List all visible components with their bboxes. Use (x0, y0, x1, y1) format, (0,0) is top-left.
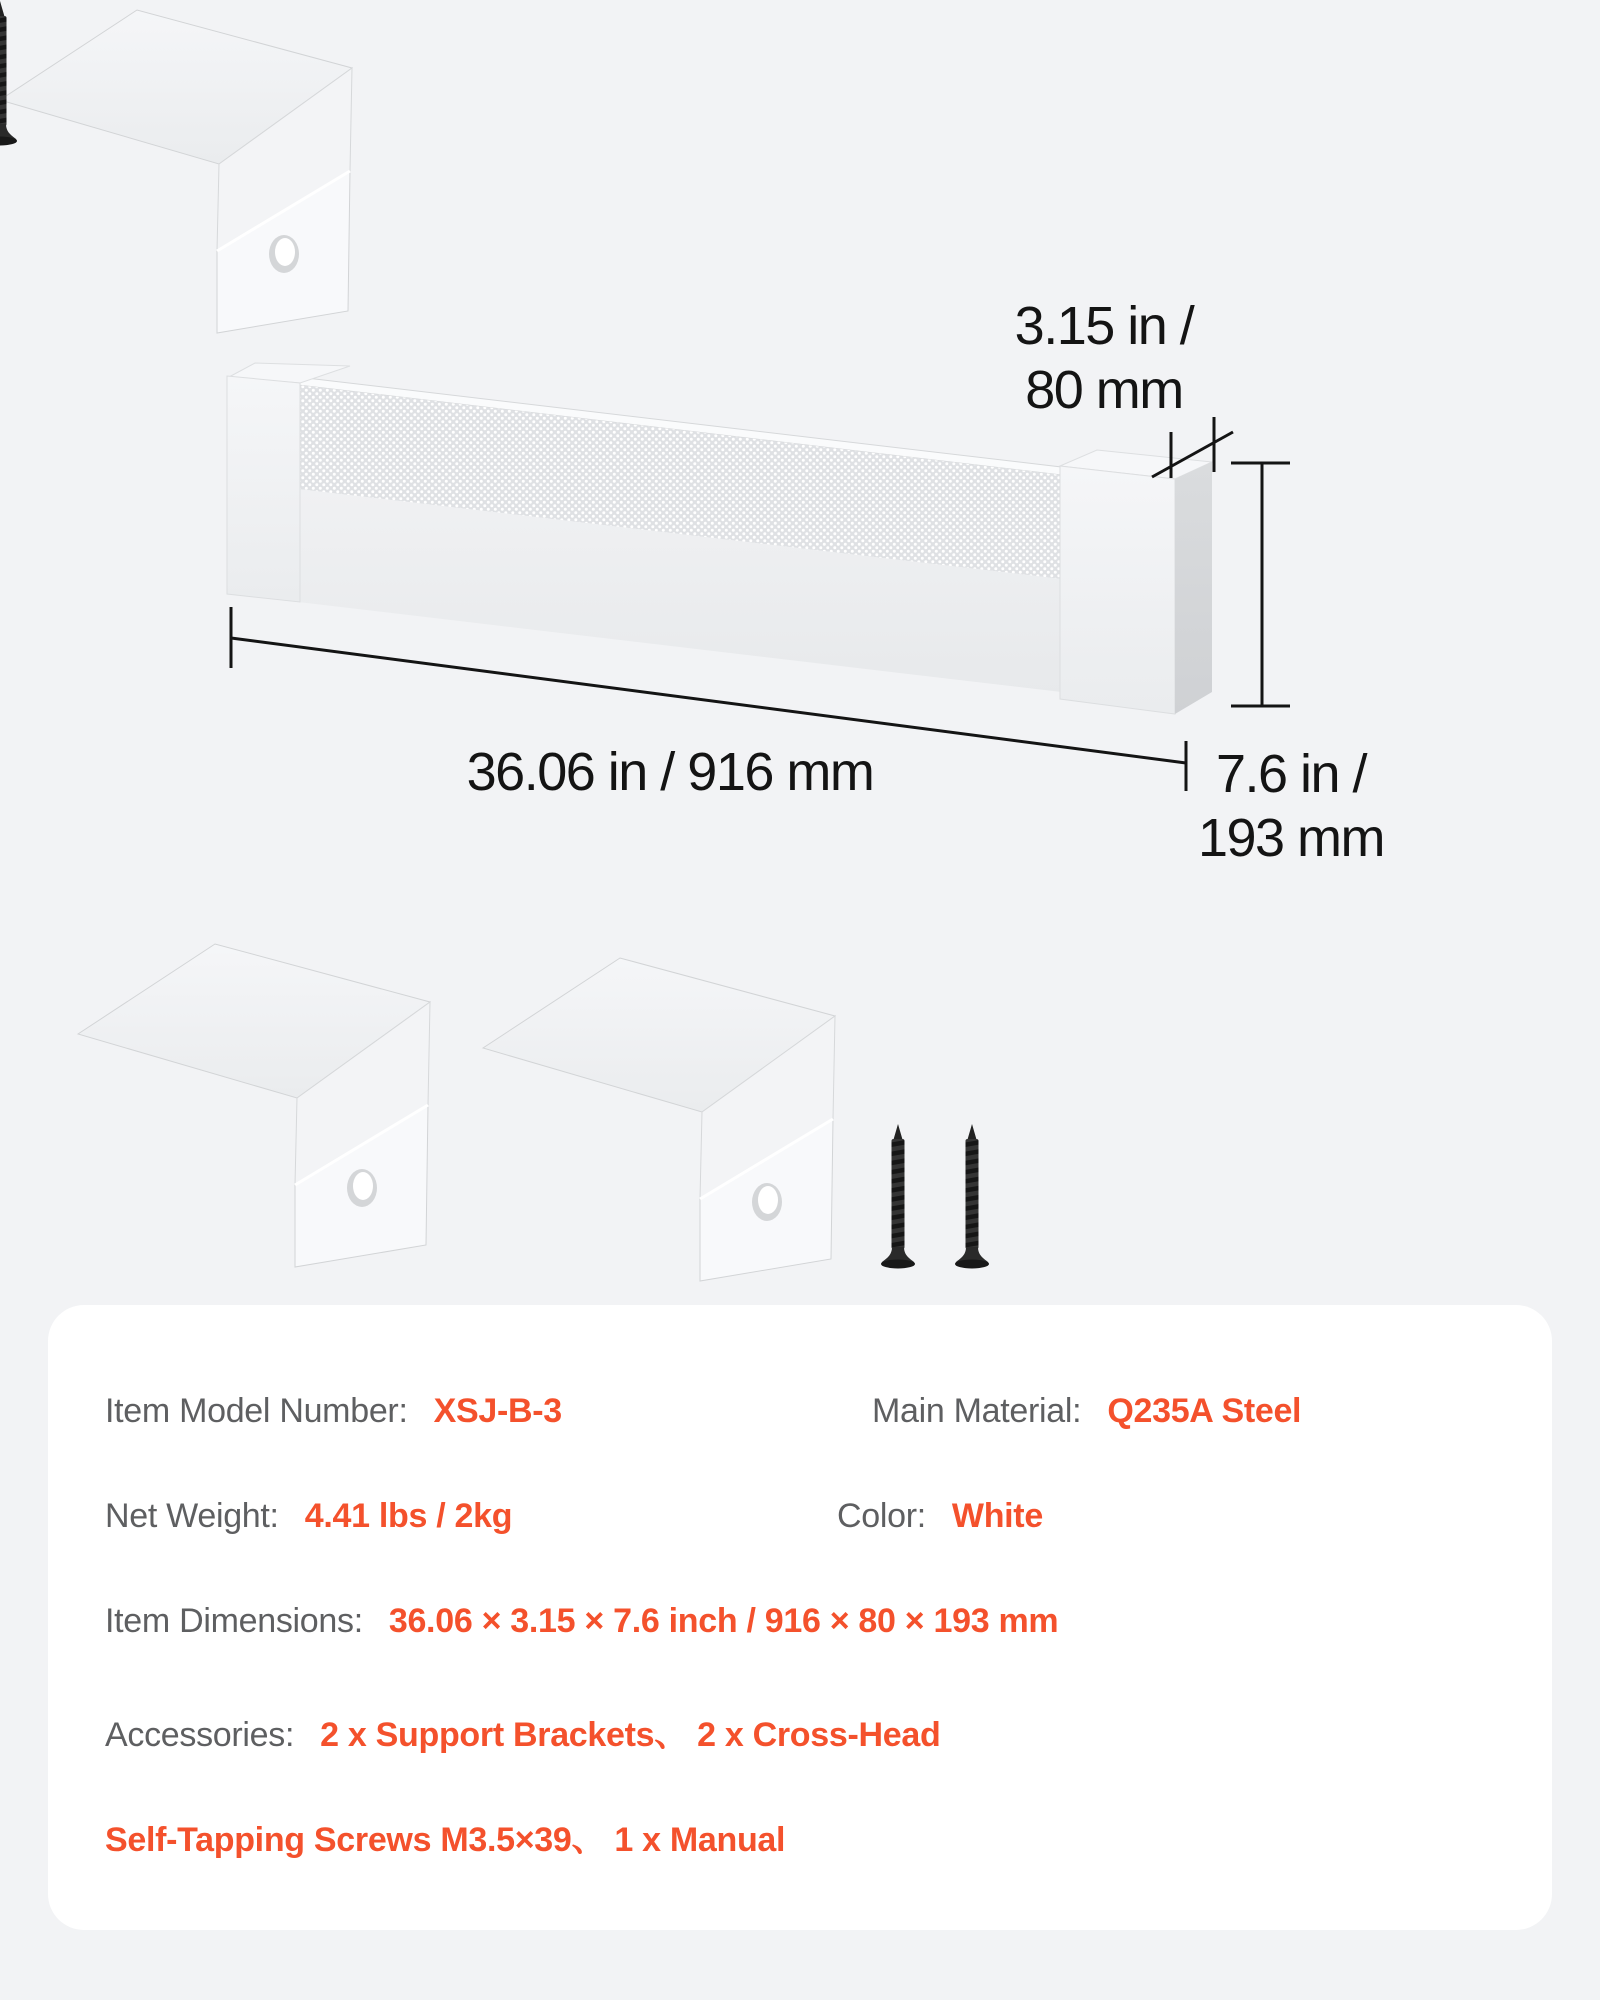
spec-panel (48, 1305, 1552, 1930)
spec-value: XSJ-B-3 (433, 1392, 562, 1430)
spec-color (837, 1497, 1043, 1536)
spec-value: White (951, 1497, 1043, 1535)
spec-value: 2 x Support Brackets、 2 x Cross-Head (320, 1716, 941, 1754)
height-dimension-line1: 7.6 in / (1215, 744, 1367, 804)
spec-net-weight (105, 1497, 512, 1536)
spec-value: 36.06 × 3.15 × 7.6 inch / 916 × 80 × 193 mm (388, 1602, 1059, 1640)
screw-shaft (0, 16, 7, 126)
height-dimension-label (1141, 742, 1441, 870)
spec-label: Main Material: (872, 1392, 1082, 1430)
spec-accessories-continued (105, 1812, 785, 1861)
depth-dimension-line1: 3.15 in / (1014, 296, 1194, 356)
spec-label: Item Model Number: (105, 1392, 408, 1430)
spec-label: Color: (837, 1497, 926, 1535)
spec-item-dimensions (105, 1602, 1058, 1641)
length-dimension-label: 36.06 in / 916 mm (466, 742, 874, 802)
spec-value: Q235A Steel (1107, 1392, 1302, 1430)
spec-label: Accessories: (105, 1716, 295, 1754)
spec-value: Self-Tapping Screws M3.5×39、 1 x Manual (105, 1821, 786, 1859)
left-end-cap-front (227, 376, 300, 602)
depth-dimension-label (954, 294, 1254, 422)
spec-main-material (872, 1392, 1301, 1431)
screw-image (0, 1, 17, 146)
support-bracket-image (0, 10, 352, 333)
spec-item-model-number (105, 1392, 562, 1431)
spec-value: 4.41 lbs / 2kg (304, 1497, 513, 1535)
depth-dimension-line2: 80 mm (1025, 360, 1183, 420)
height-dimension-line2: 193 mm (1197, 808, 1385, 868)
right-end-cap-front (1060, 466, 1175, 714)
spec-label: Net Weight: (105, 1497, 279, 1535)
right-end-cap-side (1175, 462, 1212, 714)
spec-accessories (105, 1707, 940, 1756)
spec-label: Item Dimensions: (105, 1602, 363, 1640)
